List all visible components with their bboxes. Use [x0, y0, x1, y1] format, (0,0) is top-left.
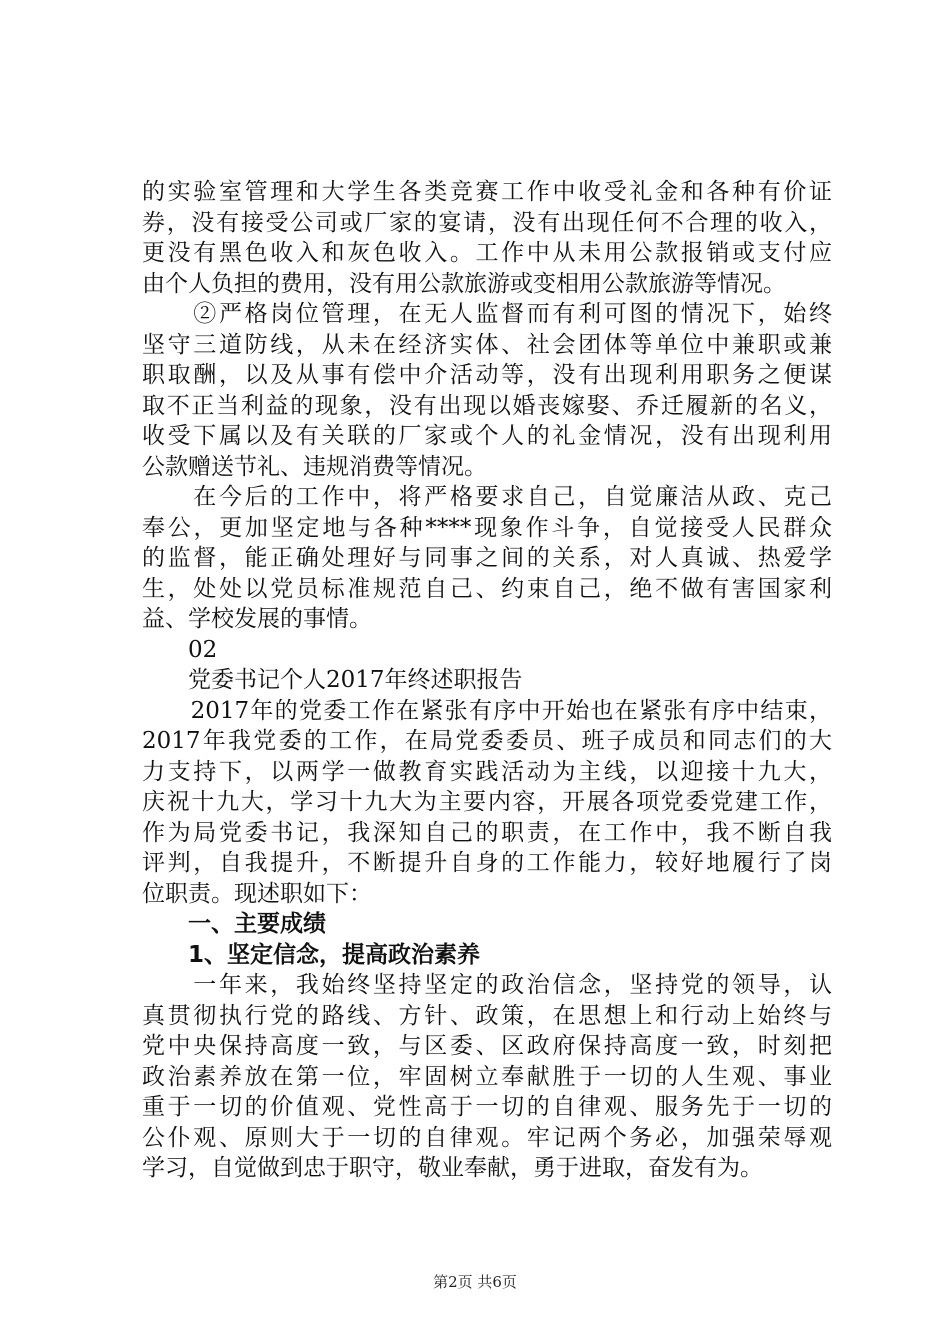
text-line: 力支持下，以两学一做教育实践活动为主线，以迎接十九大， [142, 758, 832, 785]
text-line: 更没有黑色收入和灰色收入。工作中从未用公款报销或支付应 [142, 240, 832, 266]
text-line: 位职责。现述职如下： [142, 880, 372, 907]
text-line: 公仆观、原则大于一切的自律观。牢记两个务必，加强荣辱观 [142, 1124, 832, 1151]
page-footer: 第2页 共6页 [433, 1273, 517, 1291]
text-line: ②严格岗位管理，在无人监督而有利可图的情况下，始终 [142, 301, 832, 327]
text-line: 公款赠送节礼、违规消费等情况。 [142, 453, 487, 480]
text-line: 职取酬，以及从事有偿中介活动等，没有出现利用职务之便谋 [142, 362, 832, 388]
text-line: 取不正当利益的现象，没有出现以婚丧嫁娶、乔迁履新的名义， [142, 392, 832, 419]
text-line: 党中央保持高度一致，与区委、区政府保持高度一致，时刻把 [142, 1033, 832, 1059]
text-line: 评判，自我提升，不断提升自身的工作能力，较好地履行了岗 [142, 850, 832, 876]
text-line: 生，处处以党员标准规范自己、约束自己，绝不做有害国家利 [142, 575, 832, 602]
section-heading: 一、主要成绩 [142, 911, 326, 937]
text-line: 2017年我党委的工作，在局党委委员、班子成员和同志们的大 [142, 728, 832, 754]
text-line: 奉公，更加坚定地与各种****现象作斗争，自觉接受人民群众 [142, 514, 832, 541]
text-line: 政治素养放在第一位，牢固树立奉献胜于一切的人生观、事业 [142, 1063, 832, 1090]
text-line: 2017年的党委工作在紧张有序中开始也在紧张有序中结束， [142, 697, 832, 724]
text-line: 的实验室管理和大学生各类竞赛工作中收受礼金和各种有价证 [142, 179, 832, 205]
text-line: 重于一切的价值观、党性高于一切的自律观、服务先于一切的 [142, 1094, 832, 1120]
text-line: 收受下属以及有关联的厂家或个人的礼金情况，没有出现利用 [142, 423, 832, 449]
text-line: 券，没有接受公司或厂家的宴请，没有出现任何不合理的收入， [142, 209, 832, 236]
text-line: 党委书记个人2017年终述职报告 [142, 667, 523, 693]
text-line: 庆祝十九大，学习十九大为主要内容，开展各项党委党建工作， [142, 789, 832, 815]
text-line: 02 [142, 636, 218, 663]
text-line: 学习，自觉做到忠于职守，敬业奉献，勇于进取，奋发有为。 [142, 1155, 763, 1181]
text-line: 坚守三道防线，从未在经济实体、社会团体等单位中兼职或兼 [142, 331, 832, 358]
text-line: 的监督，能正确处理好与同事之间的关系，对人真诚、热爱学 [142, 545, 832, 571]
section-heading: 1、坚定信念，提高政治素养 [142, 941, 481, 968]
text-line: 作为局党委书记，我深知自己的职责，在工作中，我不断自我 [142, 819, 832, 846]
text-line: 一年来，我始终坚持坚定的政治信念，坚持党的领导，认 [142, 972, 832, 998]
text-line: 在今后的工作中，将严格要求自己，自觉廉洁从政、克己 [142, 484, 832, 510]
text-line: 由个人负担的费用，没有用公款旅游或变相用公款旅游等情况。 [142, 270, 786, 297]
text-line: 真贯彻执行党的路线、方针、政策，在思想上和行动上始终与 [142, 1002, 832, 1029]
text-line: 益、学校发展的事情。 [142, 606, 372, 632]
